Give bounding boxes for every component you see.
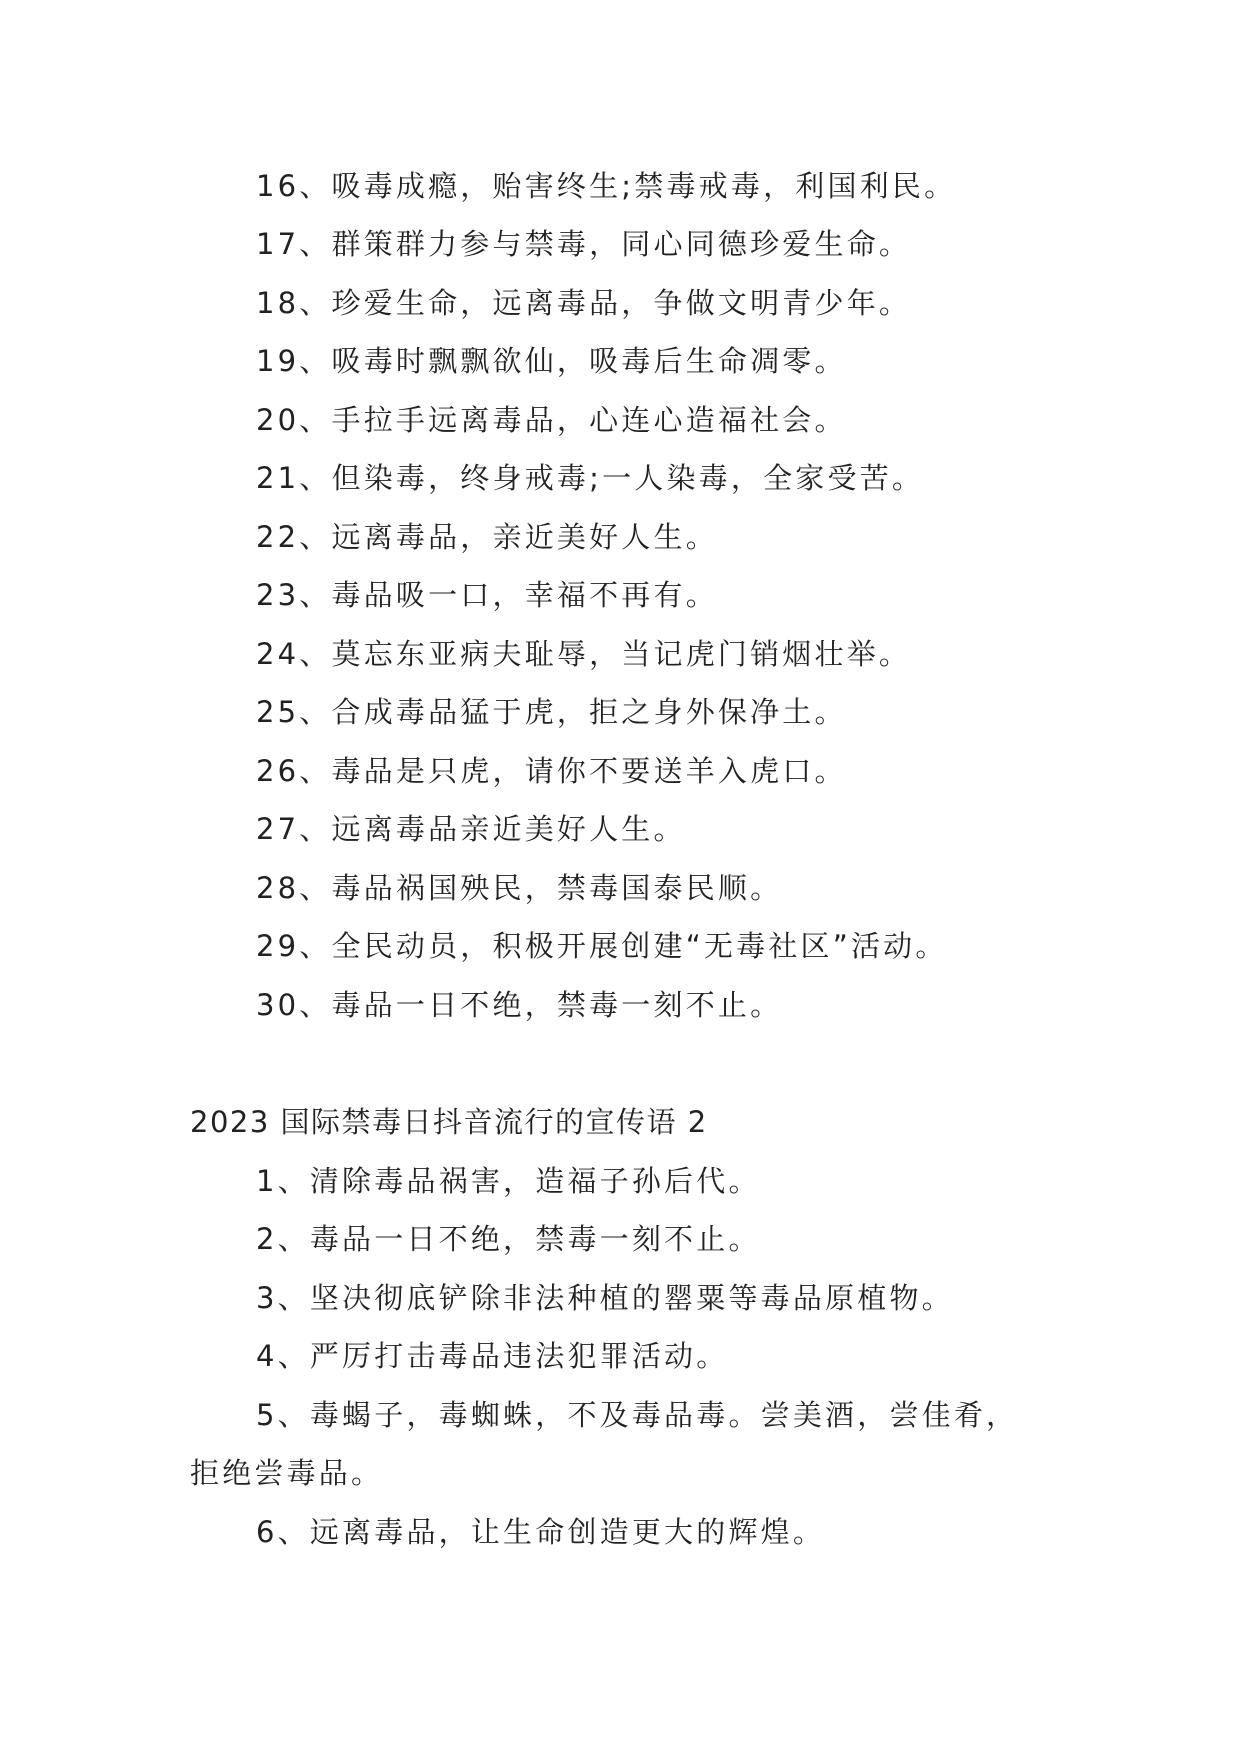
slogan-2-1: 1、清除毒品祸害，造福子孙后代。 (256, 1164, 761, 1198)
slogan-30: 30、毒品一日不绝，禁毒一刻不止。 (256, 988, 783, 1022)
slogan-2-4: 4、严厉打击毒品违法犯罪活动。 (256, 1339, 729, 1373)
slogan-18: 18、珍爱生命，远离毒品，争做文明青少年。 (256, 286, 912, 320)
slogan-2-6: 6、远离毒品，让生命创造更大的辉煌。 (256, 1515, 826, 1549)
slogan-22: 22、远离毒品，亲近美好人生。 (256, 520, 718, 554)
slogan-20: 20、手拉手远离毒品，心连心造福社会。 (256, 403, 847, 437)
slogan-28: 28、毒品祸国殃民，禁毒国泰民顺。 (256, 871, 783, 905)
slogan-2-5: 5、毒蝎子，毒蜘蛛，不及毒品毒。尝美酒，尝佳肴， (256, 1398, 1019, 1432)
slogan-2-5-continued: 拒绝尝毒品。 (190, 1456, 384, 1490)
slogan-23: 23、毒品吸一口，幸福不再有。 (256, 578, 718, 612)
section-heading: 2023 国际禁毒日抖音流行的宣传语 2 (190, 1105, 708, 1139)
slogan-27: 27、远离毒品亲近美好人生。 (256, 812, 686, 846)
slogan-29: 29、全民动员，积极开展创建“无毒社区”活动。 (256, 929, 948, 963)
slogan-26: 26、毒品是只虎，请你不要送羊入虎口。 (256, 754, 847, 788)
slogan-25: 25、合成毒品猛于虎，拒之身外保净土。 (256, 695, 847, 729)
slogan-19: 19、吸毒时飘飘欲仙，吸毒后生命凋零。 (256, 344, 847, 378)
slogan-17: 17、群策群力参与禁毒，同心同德珍爱生命。 (256, 227, 912, 261)
slogan-16: 16、吸毒成瘾，贻害终生;禁毒戒毒，利国利民。 (256, 169, 957, 203)
slogan-24: 24、莫忘东亚病夫耻辱，当记虎门销烟壮举。 (256, 637, 912, 671)
slogan-2-2: 2、毒品一日不绝，禁毒一刻不止。 (256, 1222, 761, 1256)
slogan-21: 21、但染毒，终身戒毒;一人染毒，全家受苦。 (256, 461, 925, 495)
slogan-2-3: 3、坚决彻底铲除非法种植的罂粟等毒品原植物。 (256, 1281, 954, 1315)
